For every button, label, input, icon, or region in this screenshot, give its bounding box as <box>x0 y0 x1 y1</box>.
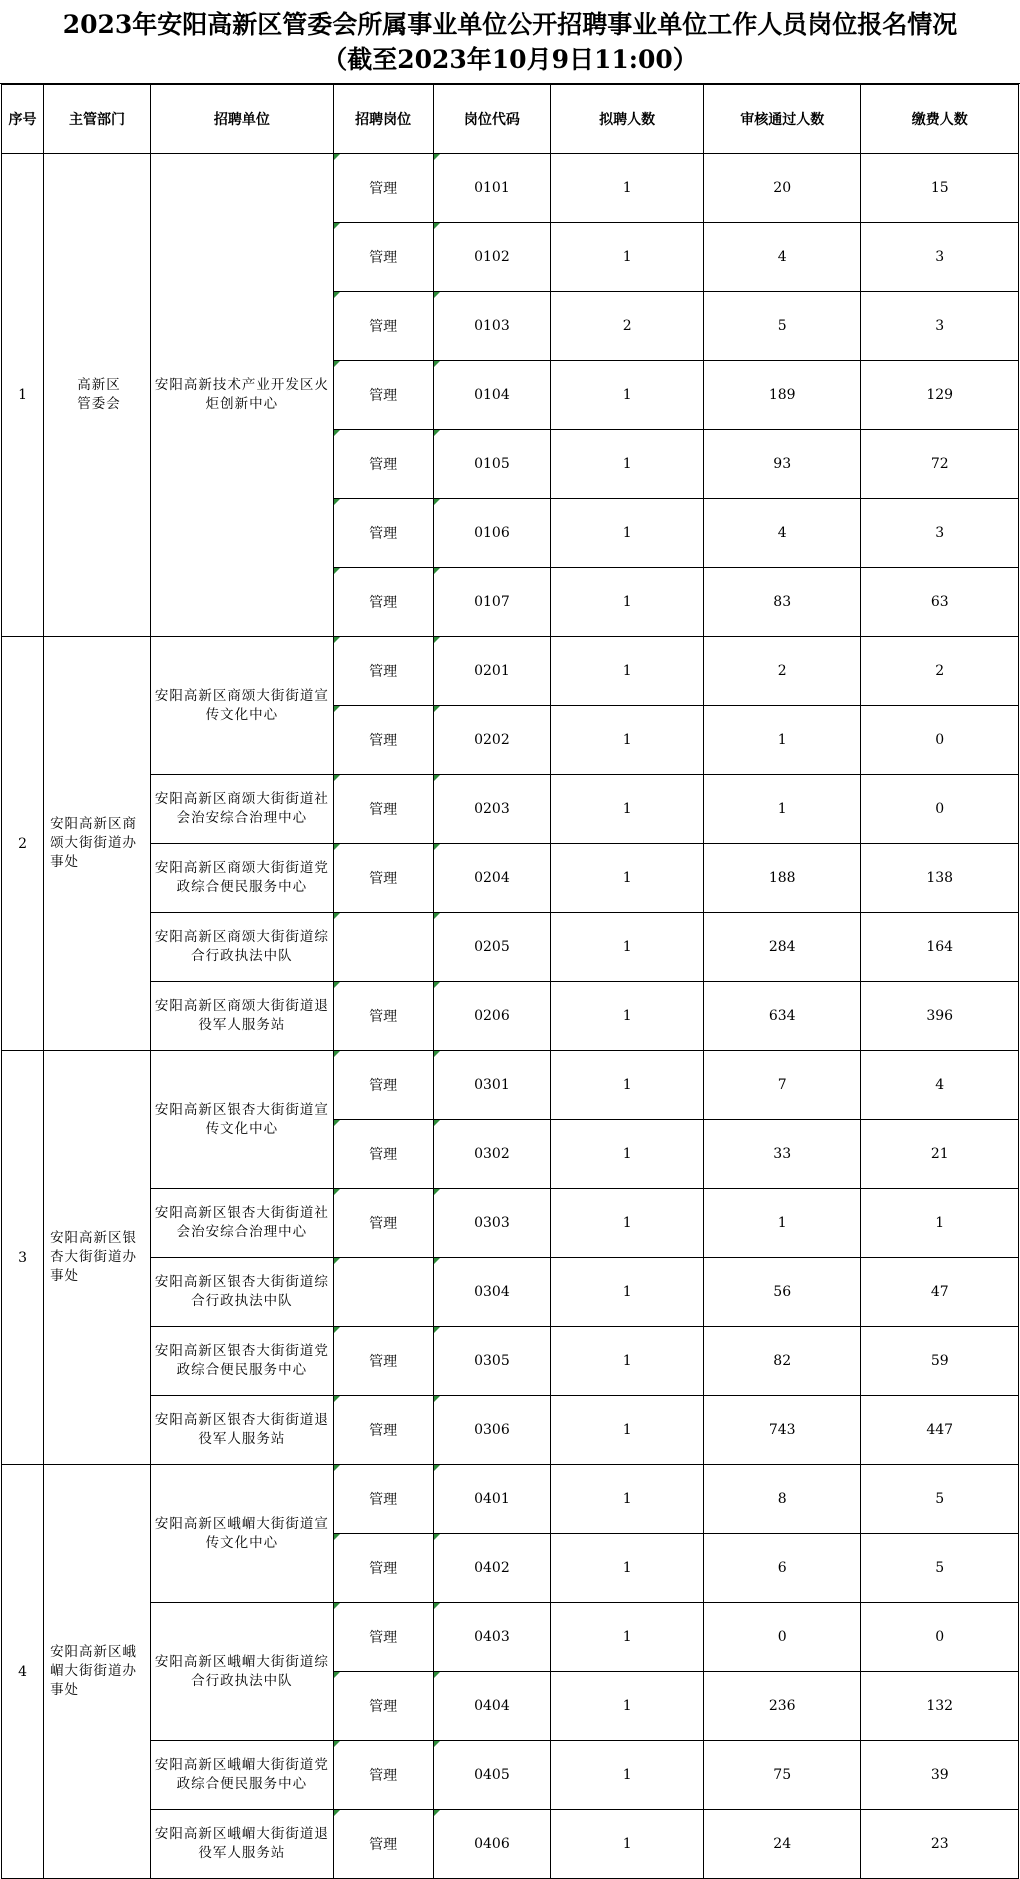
approved-cell: 20 <box>703 154 860 223</box>
post-cell: 管理 <box>333 154 433 223</box>
code-cell: 0203 <box>433 775 551 844</box>
table-row <box>2 913 1019 982</box>
approved-cell: 6 <box>703 1534 860 1603</box>
table-row <box>2 1258 1019 1327</box>
paid-cell: 23 <box>861 1810 1019 1879</box>
paid-cell: 129 <box>861 361 1019 430</box>
code-cell: 0404 <box>433 1672 551 1741</box>
code-cell: 0306 <box>433 1396 551 1465</box>
table-row <box>2 1189 1019 1258</box>
planned-cell: 1 <box>551 913 704 982</box>
post-cell: 管理 <box>333 775 433 844</box>
paid-cell: 15 <box>861 154 1019 223</box>
paid-cell: 59 <box>861 1327 1019 1396</box>
planned-cell: 1 <box>551 1327 704 1396</box>
table-row <box>2 775 1019 844</box>
approved-cell: 7 <box>703 1051 860 1120</box>
unit-cell: 安阳高新区银杏大街街道社会治安综合治理中心 <box>151 1189 334 1258</box>
header-planned: 拟聘人数 <box>551 85 704 154</box>
code-cell: 0204 <box>433 844 551 913</box>
approved-cell: 284 <box>703 913 860 982</box>
approved-cell: 1 <box>703 775 860 844</box>
table-row <box>2 982 1019 1051</box>
table-row <box>2 1396 1019 1465</box>
post-cell: 管理 <box>333 1603 433 1672</box>
approved-cell: 189 <box>703 361 860 430</box>
code-cell: 0202 <box>433 706 551 775</box>
approved-cell: 83 <box>703 568 860 637</box>
approved-cell: 82 <box>703 1327 860 1396</box>
code-cell: 0301 <box>433 1051 551 1120</box>
planned-cell: 1 <box>551 154 704 223</box>
dept-cell: 高新区 管委会 <box>44 154 151 637</box>
unit-cell: 安阳高新区商颂大街街道退役军人服务站 <box>151 982 334 1051</box>
document-title <box>0 0 1020 84</box>
unit-cell: 安阳高新区峨嵋大街街道宣传文化中心 <box>151 1465 334 1603</box>
code-cell: 0304 <box>433 1258 551 1327</box>
table-row <box>2 844 1019 913</box>
table-row <box>2 1327 1019 1396</box>
post-cell: 管理 <box>333 1741 433 1810</box>
paid-cell: 39 <box>861 1741 1019 1810</box>
seq-cell: 4 <box>2 1465 44 1879</box>
planned-cell: 1 <box>551 1120 704 1189</box>
paid-cell: 63 <box>861 568 1019 637</box>
planned-cell: 1 <box>551 1465 704 1534</box>
code-cell: 0104 <box>433 361 551 430</box>
paid-cell: 3 <box>861 499 1019 568</box>
post-cell <box>333 1258 433 1327</box>
header-row <box>2 85 1019 154</box>
planned-cell: 1 <box>551 499 704 568</box>
code-cell: 0102 <box>433 223 551 292</box>
unit-cell: 安阳高新技术产业开发区火炬创新中心 <box>151 154 334 637</box>
code-cell: 0303 <box>433 1189 551 1258</box>
post-cell: 管理 <box>333 430 433 499</box>
planned-cell: 1 <box>551 1534 704 1603</box>
paid-cell: 0 <box>861 775 1019 844</box>
approved-cell: 1 <box>703 706 860 775</box>
code-cell: 0402 <box>433 1534 551 1603</box>
table-row <box>2 1810 1019 1879</box>
approved-cell: 75 <box>703 1741 860 1810</box>
code-cell: 0305 <box>433 1327 551 1396</box>
post-cell: 管理 <box>333 844 433 913</box>
approved-cell: 4 <box>703 223 860 292</box>
header-unit: 招聘单位 <box>151 85 334 154</box>
paid-cell: 138 <box>861 844 1019 913</box>
planned-cell: 1 <box>551 1189 704 1258</box>
planned-cell: 1 <box>551 223 704 292</box>
paid-cell: 2 <box>861 637 1019 706</box>
unit-cell: 安阳高新区银杏大街街道宣传文化中心 <box>151 1051 334 1189</box>
post-cell: 管理 <box>333 982 433 1051</box>
seq-cell: 1 <box>2 154 44 637</box>
code-cell: 0206 <box>433 982 551 1051</box>
post-cell: 管理 <box>333 1327 433 1396</box>
unit-cell: 安阳高新区商颂大街街道宣传文化中心 <box>151 637 334 775</box>
approved-cell: 56 <box>703 1258 860 1327</box>
code-cell: 0302 <box>433 1120 551 1189</box>
planned-cell: 1 <box>551 775 704 844</box>
planned-cell: 1 <box>551 982 704 1051</box>
approved-cell: 188 <box>703 844 860 913</box>
approved-cell: 743 <box>703 1396 860 1465</box>
planned-cell: 1 <box>551 430 704 499</box>
planned-cell: 1 <box>551 1672 704 1741</box>
title-line-2: （截至2023年10月9日11:00） <box>322 45 698 74</box>
approved-cell: 0 <box>703 1603 860 1672</box>
unit-cell: 安阳高新区峨嵋大街街道综合行政执法中队 <box>151 1603 334 1741</box>
post-cell: 管理 <box>333 568 433 637</box>
code-cell: 0205 <box>433 913 551 982</box>
post-cell: 管理 <box>333 637 433 706</box>
planned-cell: 1 <box>551 568 704 637</box>
header-approved: 审核通过人数 <box>703 85 860 154</box>
code-cell: 0401 <box>433 1465 551 1534</box>
planned-cell: 1 <box>551 1810 704 1879</box>
header-paid: 缴费人数 <box>861 85 1019 154</box>
post-cell: 管理 <box>333 1189 433 1258</box>
table-row <box>2 1465 1019 1534</box>
paid-cell: 3 <box>861 223 1019 292</box>
planned-cell: 1 <box>551 1741 704 1810</box>
header-dept: 主管部门 <box>44 85 151 154</box>
post-cell: 管理 <box>333 706 433 775</box>
table-body <box>2 154 1019 1879</box>
paid-cell: 47 <box>861 1258 1019 1327</box>
planned-cell: 1 <box>551 1603 704 1672</box>
planned-cell: 2 <box>551 292 704 361</box>
paid-cell: 3 <box>861 292 1019 361</box>
approved-cell: 93 <box>703 430 860 499</box>
planned-cell: 1 <box>551 637 704 706</box>
post-cell: 管理 <box>333 1396 433 1465</box>
post-cell: 管理 <box>333 292 433 361</box>
planned-cell: 1 <box>551 706 704 775</box>
planned-cell: 1 <box>551 1051 704 1120</box>
header-seq: 序号 <box>2 85 44 154</box>
table-row <box>2 637 1019 706</box>
paid-cell: 5 <box>861 1534 1019 1603</box>
code-cell: 0403 <box>433 1603 551 1672</box>
code-cell: 0106 <box>433 499 551 568</box>
paid-cell: 0 <box>861 706 1019 775</box>
approved-cell: 2 <box>703 637 860 706</box>
table-row <box>2 1741 1019 1810</box>
dept-cell: 安阳高新区银杏大街街道办事处 <box>44 1051 151 1465</box>
dept-cell: 安阳高新区峨嵋大街街道办事处 <box>44 1465 151 1879</box>
unit-cell: 安阳高新区商颂大街街道党政综合便民服务中心 <box>151 844 334 913</box>
unit-cell: 安阳高新区峨嵋大街街道退役军人服务站 <box>151 1810 334 1879</box>
table-row <box>2 1051 1019 1120</box>
approved-cell: 24 <box>703 1810 860 1879</box>
planned-cell: 1 <box>551 844 704 913</box>
code-cell: 0405 <box>433 1741 551 1810</box>
code-cell: 0101 <box>433 154 551 223</box>
code-cell: 0201 <box>433 637 551 706</box>
paid-cell: 72 <box>861 430 1019 499</box>
unit-cell: 安阳高新区商颂大街街道综合行政执法中队 <box>151 913 334 982</box>
approved-cell: 33 <box>703 1120 860 1189</box>
seq-cell: 2 <box>2 637 44 1051</box>
approved-cell: 4 <box>703 499 860 568</box>
unit-cell: 安阳高新区银杏大街街道党政综合便民服务中心 <box>151 1327 334 1396</box>
paid-cell: 4 <box>861 1051 1019 1120</box>
title-line-1: 2023年安阳高新区管委会所属事业单位公开招聘事业单位工作人员岗位报名情况 <box>62 10 958 39</box>
code-cell: 0103 <box>433 292 551 361</box>
header-code: 岗位代码 <box>433 85 551 154</box>
unit-cell: 安阳高新区商颂大街街道社会治安综合治理中心 <box>151 775 334 844</box>
approved-cell: 5 <box>703 292 860 361</box>
paid-cell: 396 <box>861 982 1019 1051</box>
seq-cell: 3 <box>2 1051 44 1465</box>
table-row <box>2 1603 1019 1672</box>
post-cell: 管理 <box>333 1534 433 1603</box>
paid-cell: 5 <box>861 1465 1019 1534</box>
approved-cell: 1 <box>703 1189 860 1258</box>
paid-cell: 447 <box>861 1396 1019 1465</box>
paid-cell: 1 <box>861 1189 1019 1258</box>
table-row <box>2 154 1019 223</box>
post-cell: 管理 <box>333 1672 433 1741</box>
code-cell: 0107 <box>433 568 551 637</box>
post-cell: 管理 <box>333 1465 433 1534</box>
approved-cell: 236 <box>703 1672 860 1741</box>
code-cell: 0105 <box>433 430 551 499</box>
post-cell: 管理 <box>333 1051 433 1120</box>
unit-cell: 安阳高新区峨嵋大街街道党政综合便民服务中心 <box>151 1741 334 1810</box>
approved-cell: 8 <box>703 1465 860 1534</box>
paid-cell: 132 <box>861 1672 1019 1741</box>
planned-cell: 1 <box>551 1258 704 1327</box>
unit-cell: 安阳高新区银杏大街街道退役军人服务站 <box>151 1396 334 1465</box>
post-cell: 管理 <box>333 361 433 430</box>
post-cell: 管理 <box>333 1810 433 1879</box>
header-post: 招聘岗位 <box>333 85 433 154</box>
post-cell: 管理 <box>333 499 433 568</box>
unit-cell: 安阳高新区银杏大街街道综合行政执法中队 <box>151 1258 334 1327</box>
post-cell <box>333 913 433 982</box>
code-cell: 0406 <box>433 1810 551 1879</box>
recruitment-table <box>1 84 1019 1879</box>
planned-cell: 1 <box>551 361 704 430</box>
post-cell: 管理 <box>333 223 433 292</box>
approved-cell: 634 <box>703 982 860 1051</box>
paid-cell: 21 <box>861 1120 1019 1189</box>
planned-cell: 1 <box>551 1396 704 1465</box>
post-cell: 管理 <box>333 1120 433 1189</box>
dept-cell: 安阳高新区商颂大街街道办事处 <box>44 637 151 1051</box>
paid-cell: 0 <box>861 1603 1019 1672</box>
paid-cell: 164 <box>861 913 1019 982</box>
